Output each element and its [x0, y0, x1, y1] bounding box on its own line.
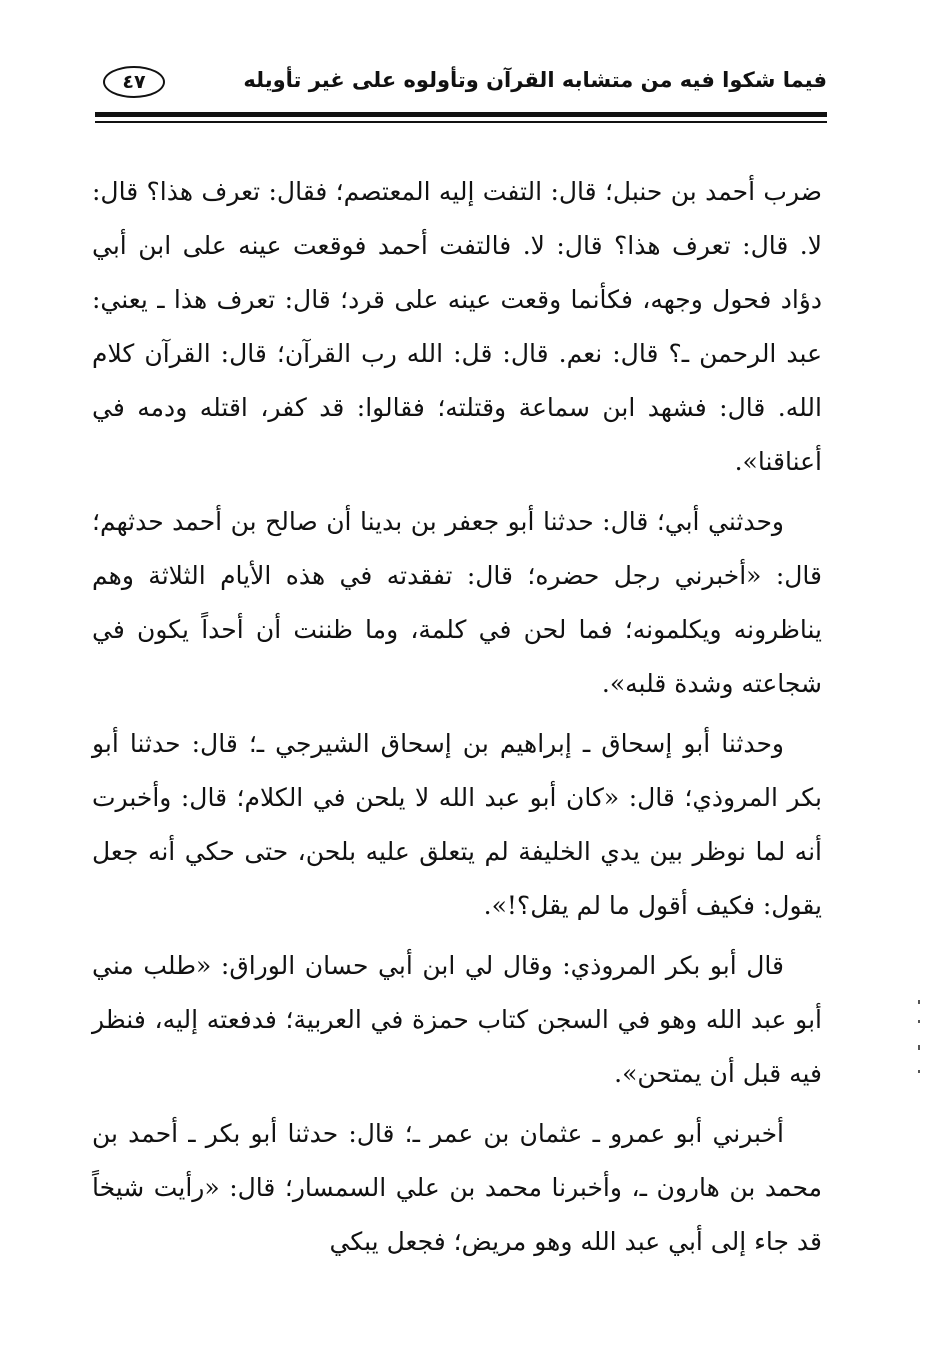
- paragraph: قال أبو بكر المروذي: وقال لي ابن أبي حسان الوراق: «طلب مني أبو عبد الله وهو في السجن كتاب حمزة في العربية؛ فدفعته إليه، فنظر فيه قبل أن يمتحن».: [92, 951, 822, 1088]
- scan-speck-marks: [918, 1000, 921, 1080]
- header-divider-thick: [95, 112, 827, 117]
- paragraph: أخبرني أبو عمرو ـ عثمان بن عمر ـ؛ قال: حدثنا أبو بكر ـ أحمد بن محمد بن هارون ـ، وأخبرنا محمد بن علي السمسار؛ قال: «رأيت شيخاً قد جاء إلى أبي عبد الله وهو مريض؛ فجعل يبكي: [92, 1119, 822, 1256]
- running-header: [95, 58, 827, 116]
- paragraph: وحدثني أبي؛ قال: حدثنا أبو جعفر بن بدينا أن صالح بن أحمد حدثهم؛ قال: «أخبرني رجل حضره؛ قال: تفقدته في هذه الأيام الثلاثة وهم يناظرونه ويكلمونه؛ فما لحن في كلمة، وما ظننت أن أحداً يكون في شجاعته وشدة قلبه».: [92, 507, 822, 698]
- page-number-badge: ٤٧: [103, 66, 165, 98]
- paragraph: وحدثنا أبو إسحاق ـ إبراهيم بن إسحاق الشيرجي ـ؛ قال: حدثنا أبو بكر المروذي؛ قال: «كان أبو عبد الله لا يلحن في الكلام؛ قال: وأخبرت أنه لما نوظر بين يدي الخليفة لم يتعلق عليه بلحن، حتى حكي أنه جعل يقول: فكيف أقول ما لم يقل؟!».: [92, 729, 822, 920]
- paragraph: ضرب أحمد بن حنبل؛ قال: التفت إليه المعتصم؛ فقال: تعرف هذا؟ قال: لا. قال: تعرف هذا؟ قال: لا. فالتفت أحمد فوقعت عينه على ابن أبي دؤاد فحول وجهه، فكأنما وقعت عينه على قرد؛ قال: تعرف هذا ـ يعني: عبد الرحمن ـ؟ قال: نعم. قال: قل: الله رب القرآن؛ قال: القرآن كلام الله. قال: فشهد ابن سماعة وقتلته؛ فقالوا: قد كفر، اقتله ودمه في أعناقنا».: [92, 177, 822, 476]
- header-divider-thin: [95, 121, 827, 123]
- chapter-title: فيما شكوا فيه من متشابه القرآن وتأولوه على غير تأويله: [243, 68, 827, 92]
- main-text: [92, 165, 822, 1275]
